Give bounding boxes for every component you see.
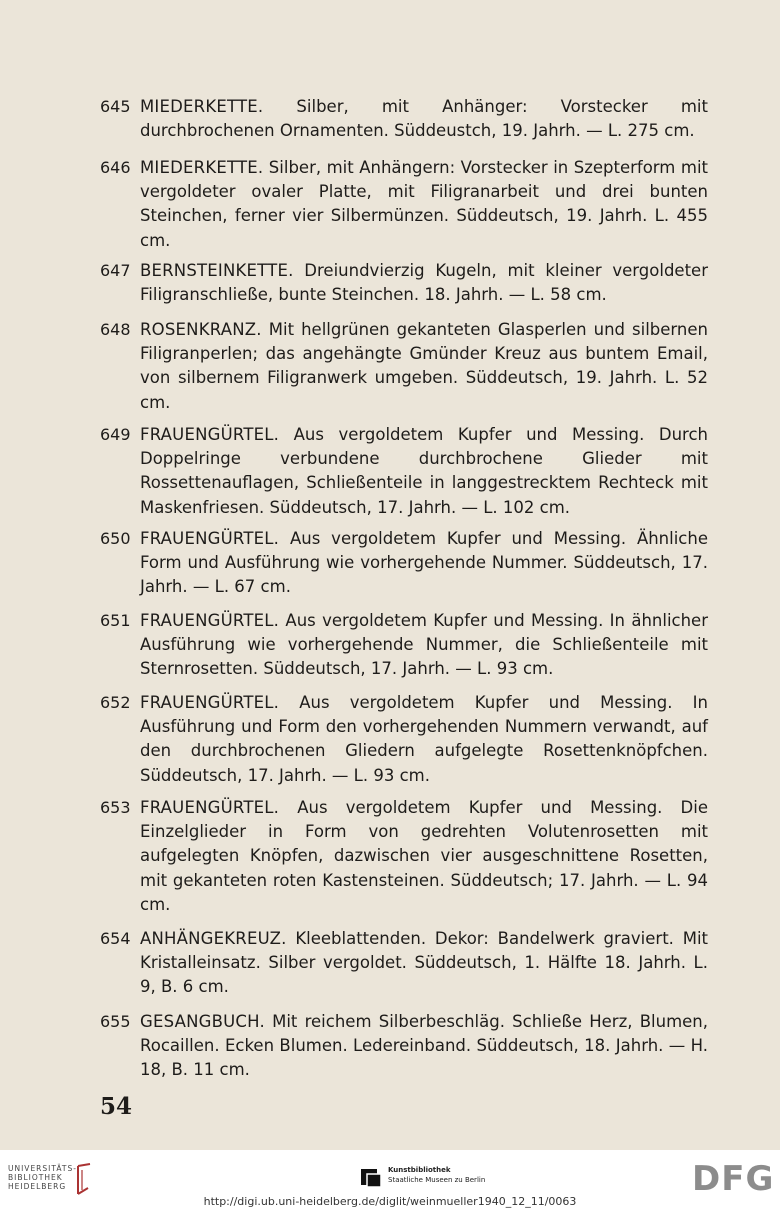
entry-description: Kleeblattenden. Dekor: Bandelwerk graviert. Mit Kristalleinsatz. Silber vergoldet. Süddeutsch, 1. Hälfte 18. Jahrh. L. 9, B. 6 cm. — [140, 929, 708, 997]
dfg-logo: DFG — [692, 1159, 775, 1199]
entry-description: Aus vergoldetem Kupfer und Messing. Die Einzelglieder in Form von gedrehten Volutenrosetten mit aufgelegten Knöpfen, dazwischen vier ausgeschnittene Rosetten, mit gekanteten roten Kastensteinen. Süddeutsch; 17. Jahrh. — L. 94 cm. — [140, 798, 708, 914]
entry-number: 649 — [100, 425, 131, 444]
catalog-entry — [100, 423, 708, 520]
entry-title: GESANGBUCH. — [140, 1012, 265, 1031]
entry-number: 645 — [100, 97, 131, 116]
kunstbibliothek-label: Kunstbibliothek Staatliche Museen zu Berlin — [388, 1166, 486, 1184]
catalog-entry — [100, 796, 708, 917]
entry-description: Aus vergoldetem Kupfer und Messing. Ähnliche Form und Ausführung wie vorhergehende Nummer. Süddeutsch, 17. Jahrh. — L. 67 cm. — [140, 529, 708, 597]
entry-number: 651 — [100, 611, 131, 630]
entry-description: Silber, mit Anhänger: Vorstecker mit durchbrochenen Ornamenten. Süddeustch, 19. Jahrh. — L. 275 cm. — [140, 97, 708, 141]
entry-title: FRAUENGÜRTEL. — [140, 529, 280, 548]
entry-title: MIEDERKETTE. — [140, 158, 264, 177]
entry-title: FRAUENGÜRTEL. — [140, 425, 280, 444]
entry-title: FRAUENGÜRTEL. — [140, 798, 280, 817]
entry-number: 650 — [100, 529, 131, 548]
entry-title: FRAUENGÜRTEL. — [140, 693, 280, 712]
page-number: 54 — [100, 1093, 133, 1120]
kunstbibliothek-logo-icon — [358, 1166, 382, 1188]
entry-description: Dreiundvierzig Kugeln, mit kleiner vergoldeter Filigranschließe, bunte Steinchen. 18. Jahrh. — L. 58 cm. — [140, 261, 708, 305]
catalog-entry — [100, 527, 708, 600]
entry-number: 653 — [100, 798, 131, 817]
catalog-entry — [100, 609, 708, 682]
entry-title: FRAUENGÜRTEL. — [140, 611, 280, 630]
catalog-entry — [100, 95, 708, 143]
entry-description: Aus vergoldetem Kupfer und Messing. In ähnlicher Ausführung wie vorhergehende Nummer, die Schließenteile mit Sternrosetten. Süddeutsch, 17. Jahrh. — L. 93 cm. — [140, 611, 708, 679]
entry-number: 646 — [100, 158, 131, 177]
university-logo-icon — [72, 1162, 94, 1196]
entry-number: 655 — [100, 1012, 131, 1031]
entry-number: 654 — [100, 929, 131, 948]
catalog-entry — [100, 691, 708, 788]
entry-number: 648 — [100, 320, 131, 339]
university-library-label: UNIVERSITÄTS- BIBLIOTHEK HEIDELBERG — [8, 1164, 77, 1191]
catalog-entry — [100, 927, 708, 1000]
catalog-entry — [100, 259, 708, 307]
entry-description: Mit hellgrünen gekanteten Glasperlen und silbernen Filigranperlen; das angehängte Gmünder Kreuz aus buntem Email, von silbernem Filigranwerk umgeben. Süddeutsch, 19. Jahrh. L. 52 cm. — [140, 320, 708, 412]
entry-title: MIEDERKETTE. — [140, 97, 264, 116]
entry-title: ANHÄNGEKREUZ. — [140, 929, 287, 948]
catalog-entry — [100, 156, 708, 253]
catalog-entry — [100, 1010, 708, 1083]
entry-number: 652 — [100, 693, 131, 712]
source-url[interactable]: http://digi.ub.uni-heidelberg.de/diglit/weinmueller1940_12_11/0063 — [203, 1195, 577, 1208]
entry-title: BERNSTEINKETTE. — [140, 261, 294, 280]
entry-description: Aus vergoldetem Kupfer und Messing. Durch Doppelringe verbundene durchbrochene Glieder mit Rossettenauflagen, Schließenteile in langgestrecktem Rechteck mit Maskenfriesen. Süddeutsch, 17. Jahrh. — L. 102 cm. — [140, 425, 708, 517]
entry-description: Silber, mit Anhängern: Vorstecker in Szepterform mit vergoldeter ovaler Platte, mit Filigranarbeit und drei bunten Steinchen, ferner vier Silbermünzen. Süddeutsch, 19. Jahrh. L. 455 cm. — [140, 158, 708, 250]
entry-description: Mit reichem Silberbeschläg. Schließe Herz, Blumen, Rocaillen. Ecken Blumen. Ledereinband. Süddeutsch, 18. Jahrh. — H. 18, B. 11 cm. — [140, 1012, 708, 1080]
entry-number: 647 — [100, 261, 131, 280]
digitization-footer — [0, 1150, 780, 1210]
entry-title: ROSENKRANZ. — [140, 320, 262, 339]
entry-description: Aus vergoldetem Kupfer und Messing. In Ausführung und Form den vorhergehenden Nummern verwandt, auf den durchbrochenen Gliedern aufgelegte Rosettenknöpfchen. Süddeutsch, 17. Jahrh. — L. 93 cm. — [140, 693, 708, 785]
catalog-entry — [100, 318, 708, 415]
